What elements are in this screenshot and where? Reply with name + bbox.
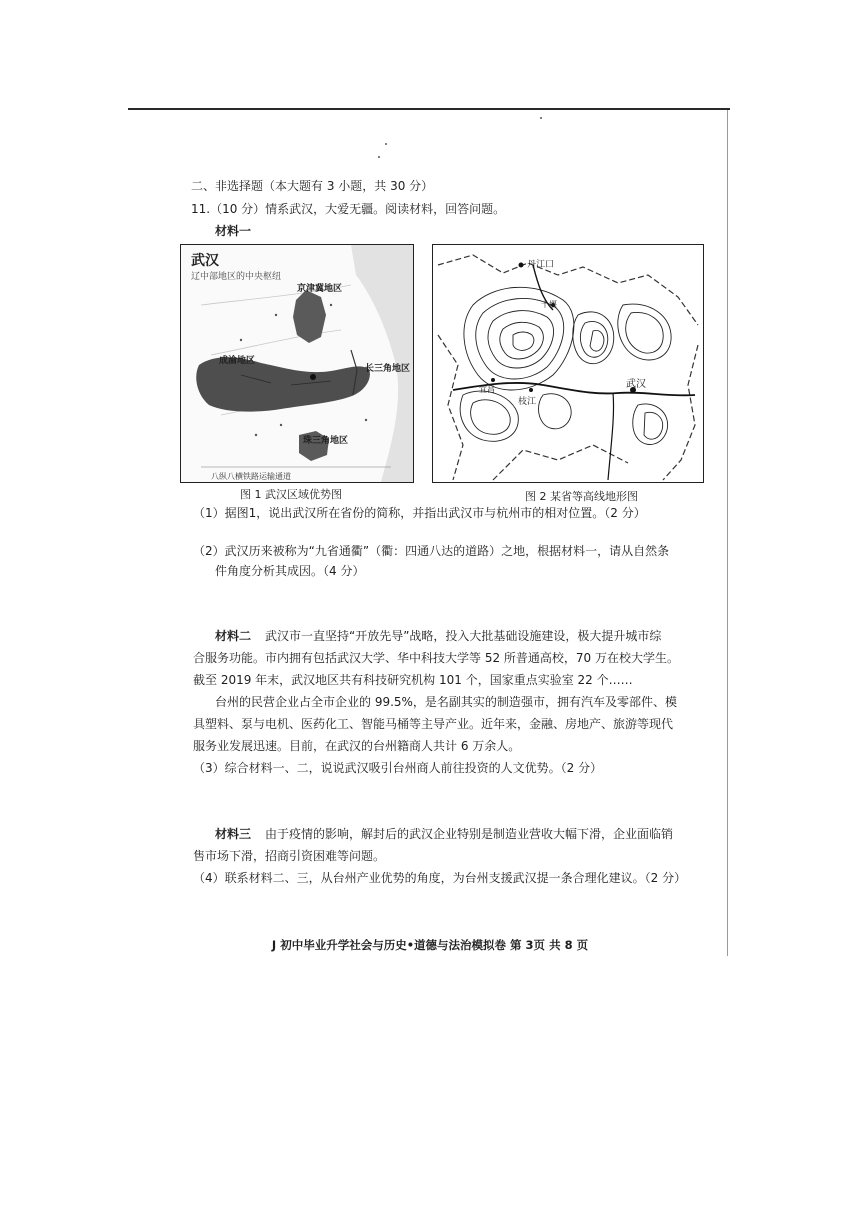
right-margin-line xyxy=(727,110,728,956)
question-3: （3）综合材料一、二，说说武汉吸引台州商人前往投资的人文优势。（2 分） xyxy=(193,761,603,775)
place-label-wuhan: 武汉 xyxy=(626,379,646,390)
top-rule xyxy=(128,108,730,110)
scan-speck xyxy=(378,156,380,158)
material3-line: 由于疫情的影响，解封后的武汉企业特别是制造业营收大幅下滑，企业面临销 xyxy=(265,827,674,841)
figure2-contour-graphic xyxy=(433,245,703,482)
figure2-contour-map xyxy=(432,244,704,483)
material3-line: 售市场下滑，招商引资困难等问题。 xyxy=(193,849,386,863)
material2-line: 台州的民营企业占全市企业的 99.5%，是名副其实的制造强市，拥有汽车及零部件、模 xyxy=(215,695,677,709)
region-label-changsanjiao: 长三角地区 xyxy=(365,364,411,374)
place-label-shiyan: 十堰 xyxy=(541,300,557,309)
scan-speck xyxy=(540,117,542,119)
figure1-caption: 图 1 武汉区域优势图 xyxy=(240,488,342,501)
material2-label: 材料二 xyxy=(215,629,252,643)
region-label-jingjinji: 京津冀地区 xyxy=(297,284,343,294)
material2-line: 武汉市一直坚持“开放先导”战略，投入大批基础设施建设，极大提升城市综 xyxy=(265,629,662,643)
material2-line: 合服务功能。市内拥有包括武汉大学、华中科技大学等 52 所普通高校，70 万在校大学生。 xyxy=(193,651,679,665)
figure2-caption: 图 2 某省等高线地形图 xyxy=(525,490,638,503)
place-label-danjiangkou: 丹江口 xyxy=(527,260,555,270)
material3-label: 材料三 xyxy=(215,827,252,841)
question-2-line1: （2）武汉历来被称为“九省通衢”（衢：四通八达的道路）之地，根据材料一，请从自然条 xyxy=(193,544,670,558)
figure1-subtitle: 辽中部地区的中央枢纽 xyxy=(191,272,282,282)
page-footer: J 初中毕业升学社会与历史•道德与法治模拟卷 第 3页 共 8 页 xyxy=(271,938,589,952)
figure1-map xyxy=(180,244,414,483)
question-1: （1）据图1，说出武汉所在省份的简称，并指出武汉市与杭州市的相对位置。（2 分） xyxy=(193,506,646,520)
material2-line: 截至 2019 年末，武汉地区共有科技研究机构 101 个，国家重点实验室 22 个…… xyxy=(193,673,633,687)
question-2-line2: 件角度分析其成因。（4 分） xyxy=(215,564,365,578)
question-4: （4）联系材料二、三，从台州产业优势的角度，为台州支援武汉提一条合理化建议。（2 分） xyxy=(193,871,687,885)
figure1-title: 武汉 xyxy=(191,253,219,269)
figure1-footnote: 八纵八横铁路运输通道 xyxy=(211,472,291,481)
region-label-zhusanjiao: 珠三角地区 xyxy=(303,436,349,446)
region-label-chengyu: 成渝地区 xyxy=(219,356,256,366)
scan-speck xyxy=(385,143,387,145)
place-label-zhijiang: 枝江 xyxy=(518,397,537,407)
place-label-yichang: 宜昌 xyxy=(479,385,495,394)
question-stem: 11.（10 分）情系武汉，大爱无疆。阅读材料，回答问题。 xyxy=(191,202,506,216)
material1-label: 材料一 xyxy=(215,224,252,238)
material2-line: 服务业发展迅速。目前，在武汉的台州籍商人共计 6 万余人。 xyxy=(193,739,521,753)
material2-line: 具塑料、泵与电机、医药化工、智能马桶等主导产业。近年来，金融、房地产、旅游等现代 xyxy=(193,717,674,731)
section-title: 二、非选择题（本大题有 3 小题，共 30 分） xyxy=(191,179,434,193)
